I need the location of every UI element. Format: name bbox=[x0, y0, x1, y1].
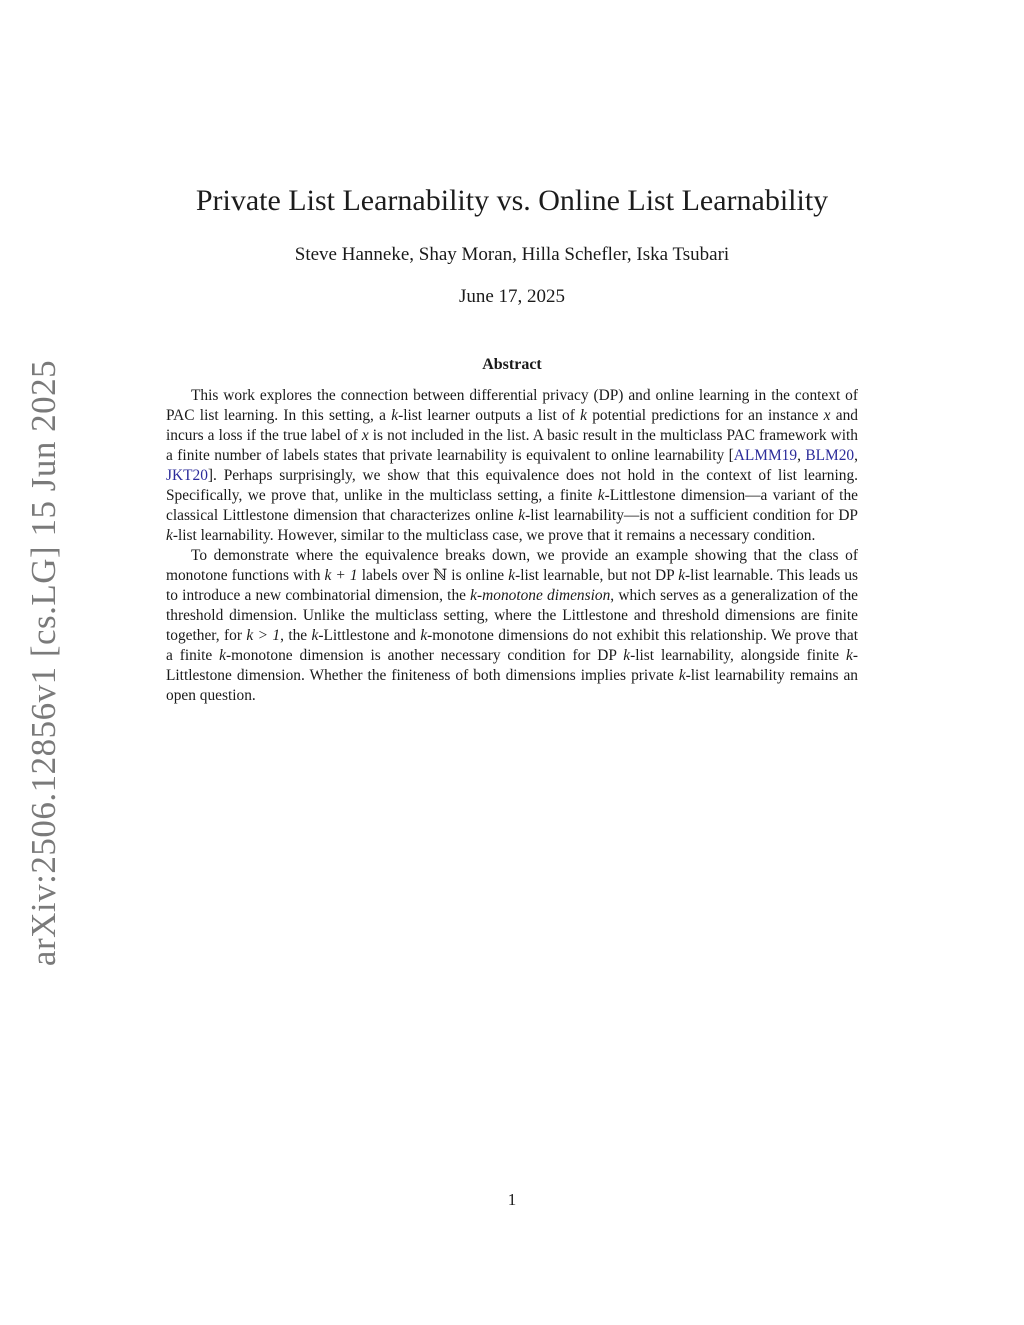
math-k: k bbox=[597, 487, 605, 504]
emphasized-term: k-monotone dimension bbox=[470, 587, 611, 604]
math-expression: k > 1 bbox=[246, 627, 281, 644]
math-k: k bbox=[219, 647, 226, 664]
text-span: -Littlestone dimension—a variant of the classical Littlestone dimension that characterizes online bbox=[166, 487, 858, 524]
math-expression: k + 1 bbox=[324, 567, 358, 584]
abstract-body bbox=[166, 386, 858, 706]
math-k: k bbox=[623, 647, 631, 664]
text-span: -monotone dimensions do not exhibit this relationship. We prove that a finite bbox=[166, 627, 858, 664]
math-k: k bbox=[580, 407, 587, 424]
math-k: k bbox=[166, 527, 173, 544]
citation-link-jkt20[interactable]: JKT20 bbox=[166, 467, 208, 484]
text-span: , the bbox=[280, 627, 312, 644]
math-k: k bbox=[508, 567, 516, 584]
citation-separator: , bbox=[797, 447, 806, 464]
paper-date: June 17, 2025 bbox=[458, 286, 566, 307]
abstract-paragraph-2 bbox=[166, 546, 858, 706]
text-span: -monotone dimension is another necessary condition for DP bbox=[225, 647, 624, 664]
text-span: -list learnability remains an open question. bbox=[166, 667, 858, 704]
citation-separator: , bbox=[854, 447, 858, 464]
text-span: This work explores the connection between differential privacy (DP) and online learning in the context of PAC list learning. In this setting, a bbox=[166, 387, 858, 424]
text-span: -list learnability. However, similar to the multiclass case, we prove that it remains a necessary condition. bbox=[172, 527, 816, 544]
math-k: k bbox=[518, 507, 526, 524]
text-span: , which serves as a generalization of the threshold dimension. Unlike the multiclass setting, where the Littlestone and threshold dimensions are finite together, for bbox=[166, 587, 859, 644]
text-span: -Littlestone dimension. Whether the finiteness of both dimensions implies private bbox=[166, 647, 858, 684]
page-number: 1 bbox=[507, 1190, 517, 1209]
text-span: potential predictions for an instance bbox=[586, 407, 824, 424]
text-span: and incurs a loss if the true label of bbox=[166, 407, 858, 444]
text-span: -list learnable, but not DP bbox=[515, 567, 679, 584]
math-k: k bbox=[420, 627, 428, 644]
text-span: To demonstrate where the equivalence breaks down, we provide an example showing that the class of monotone functions with bbox=[166, 547, 858, 584]
arxiv-identifier-stamp: arXiv:2506.12856v1 [cs.LG] 15 Jun 2025 bbox=[24, 359, 63, 967]
text-span: ]. Perhaps surprisingly, we show that this equivalence does not hold in the context of list learning. Specifically, we prove that, unlike in the multiclass setting, a finite bbox=[166, 467, 858, 504]
text-span: labels over ℕ is online bbox=[357, 567, 509, 584]
abstract-heading: Abstract bbox=[482, 356, 542, 373]
abstract-paragraph-1 bbox=[166, 386, 858, 546]
math-k: k bbox=[846, 647, 853, 664]
text-span: -list learner outputs a list of bbox=[398, 407, 581, 424]
math-x: x bbox=[361, 427, 369, 444]
text-span: -list learnability—is not a sufficient condition for DP bbox=[525, 507, 858, 524]
paper-title: Private List Learnability vs. Online List Learnability bbox=[195, 184, 829, 217]
text-span: is not included in the list. A basic result in the multiclass PAC framework with a finite number of labels states that private learnability is equivalent to online learnability [ bbox=[166, 427, 858, 464]
math-k: k bbox=[678, 667, 686, 684]
text-span: -list learnable. This leads us to introduce a new combinatorial dimension, the bbox=[166, 567, 859, 604]
citation-link-blm20[interactable]: BLM20 bbox=[805, 447, 855, 464]
text-span: -list learnability, alongside finite bbox=[630, 647, 847, 664]
author-list: Steve Hanneke, Shay Moran, Hilla Schefler, Iska Tsubari bbox=[294, 244, 730, 265]
math-k: k bbox=[391, 407, 399, 424]
math-x: x bbox=[823, 407, 831, 424]
math-k: k bbox=[678, 567, 686, 584]
text-span: -Littlestone and bbox=[318, 627, 421, 644]
citation-link-almm19[interactable]: ALMM19 bbox=[733, 447, 798, 464]
math-k: k bbox=[311, 627, 319, 644]
